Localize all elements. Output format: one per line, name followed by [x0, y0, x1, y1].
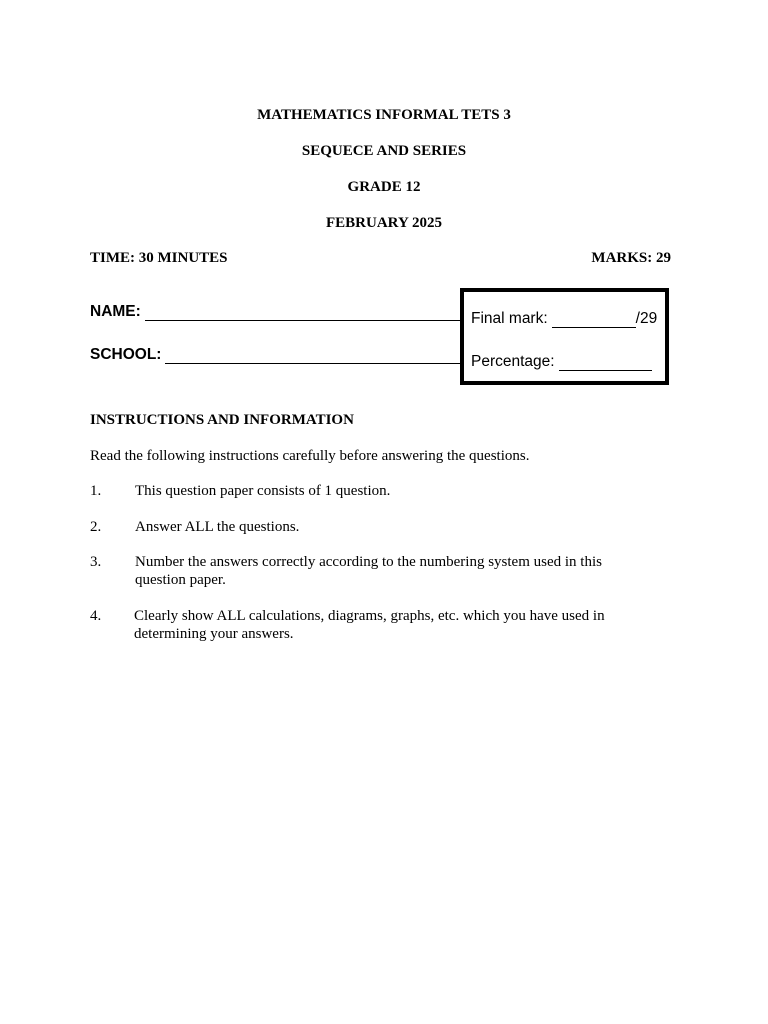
mark-box	[460, 288, 669, 385]
name-line	[145, 304, 463, 321]
name-label: NAME:	[90, 303, 141, 320]
final-mark-row	[471, 310, 657, 328]
instruction-text: This question paper consists of 1 question.	[135, 483, 391, 499]
instruction-text: Clearly show ALL calculations, diagrams, graphs, etc. which you have used in determining your answers.	[134, 608, 605, 642]
instruction-number: 4.	[90, 608, 102, 624]
instruction-number: 1.	[90, 483, 102, 499]
instructions-heading: INSTRUCTIONS AND INFORMATION	[90, 412, 354, 428]
paper-subtitle: SEQUECE AND SERIES	[301, 143, 467, 159]
final-mark-label: Final mark:	[471, 310, 548, 327]
instruction-number: 2.	[90, 519, 102, 535]
percentage-row	[471, 353, 652, 371]
grade-label: GRADE 12	[347, 179, 421, 195]
school-field	[90, 346, 462, 364]
marks-label: MARKS: 29	[591, 250, 671, 266]
instructions-intro: Read the following instructions carefully before answering the questions.	[90, 448, 530, 464]
percentage-label: Percentage:	[471, 353, 555, 370]
time-label: TIME: 30 MINUTES	[90, 250, 228, 266]
instruction-text: Answer ALL the questions.	[135, 519, 300, 535]
name-field	[90, 303, 463, 321]
final-mark-line	[552, 312, 636, 328]
percentage-line	[559, 355, 652, 371]
date-label: FEBRUARY 2025	[325, 215, 442, 231]
school-line	[165, 347, 462, 364]
time-marks-row	[90, 249, 671, 267]
instruction-text: Number the answers correctly according to the numbering system used in this question paper.	[135, 554, 602, 588]
instruction-number: 3.	[90, 554, 102, 570]
final-mark-total: /29	[635, 310, 658, 327]
paper-title: MATHEMATICS INFORMAL TETS 3	[257, 107, 511, 123]
school-label: SCHOOL:	[90, 346, 162, 363]
